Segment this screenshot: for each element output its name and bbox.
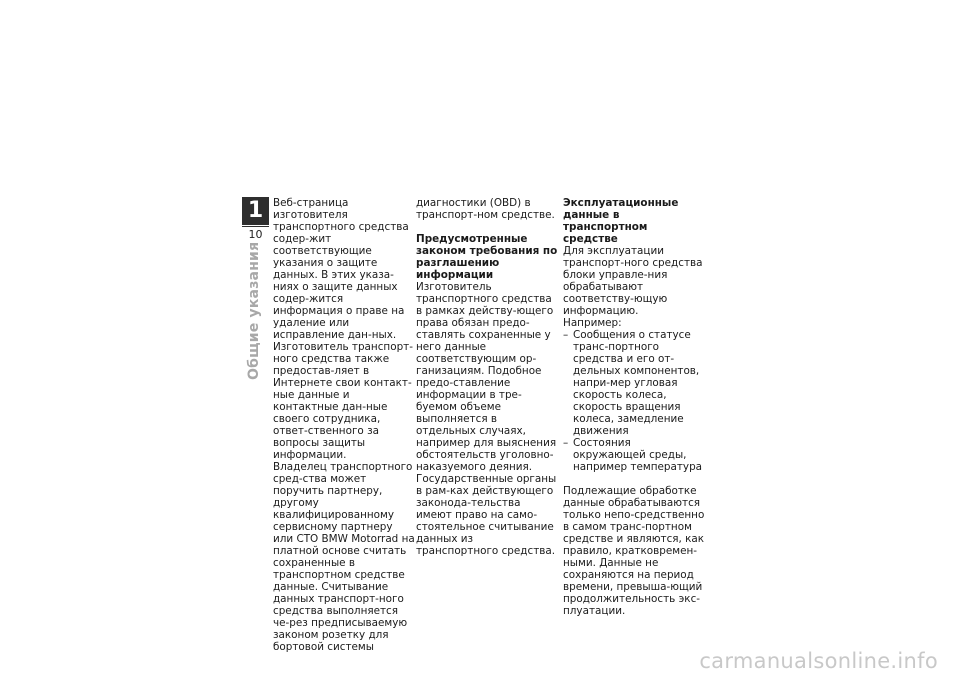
paragraph: Веб-страница изготовителя транспортного средства содер-жит соответствующие указания о защите данных. В этих указа-ниях о защите данных содер-жится информация о праве на удаление или исправление дан-ных. Изготовитель транспорт-ного средства также предостав-ляет в Интернете свои контакт-ные данные и контактные дан-ные своего сотрудника, ответ-ственного за вопросы защиты информации. bbox=[273, 197, 413, 461]
paragraph: диагностики (OBD) в транспорт-ном средстве. bbox=[416, 197, 555, 221]
text-column-3 bbox=[563, 197, 705, 617]
paragraph: Для эксплуатации транспорт-ного средства блоки управле-ния обрабатывают соответству-ющую информацию. bbox=[563, 245, 703, 317]
paragraph: Изготовитель транспортного средства в рамках действу-ющего права обязан предо-ставлять сохраненные у него данные соответствующим ор-ганизациям. Подобное предо-ставление информации в тре-буемом объеме выполняется в отдельных случаях, например для выяснения обстоятельств уголовно-наказуемого деяния. Государственные органы в рам-ках действующего законода-тельства имеют право на само-стоятельное считывание данных из транспортного средства. bbox=[416, 281, 557, 557]
watermark-text: carmanualsonline.info bbox=[699, 649, 938, 673]
section-heading: Предусмотренные законом требования по разглашению информации bbox=[416, 233, 558, 281]
text-column-1 bbox=[273, 197, 415, 653]
paragraph: Владелец транспортного сред-ства может поручить партнеру, другому квалифицированному сервисному партнеру или СТО BMW Motorrad на платной основе считать сохраненные в транспортном средстве данные. Считывание данных транспорт-ного средства выполняется че-рез предписываемую законом розетку для бортовой системы bbox=[273, 461, 415, 653]
chapter-title: Общие указания bbox=[246, 241, 262, 380]
paragraph: Подлежащие обработке данные обрабатываются только непо-средственно в самом транс-портном средстве и являются, как правило, кратковремен-ными. Данные не сохраняются на период времени, превыша-ющий продолжительность экс-плуатации. bbox=[563, 485, 705, 617]
page-number: 10 bbox=[242, 226, 269, 243]
list-item: – Сообщения о статусе транс-портного средства и его от-дельных компонентов, напри-мер угловая скорость колеса, скорость вращения колеса, замедление движения bbox=[563, 329, 705, 437]
section-heading: Эксплуатационные данные в транспортном средстве bbox=[563, 197, 679, 245]
paragraph: Например: bbox=[563, 317, 622, 329]
bullet-list bbox=[563, 329, 705, 473]
chapter-number: 1 bbox=[242, 197, 269, 225]
list-item: – Состояния окружающей среды, например температура bbox=[563, 437, 705, 473]
text-column-2 bbox=[416, 197, 558, 557]
